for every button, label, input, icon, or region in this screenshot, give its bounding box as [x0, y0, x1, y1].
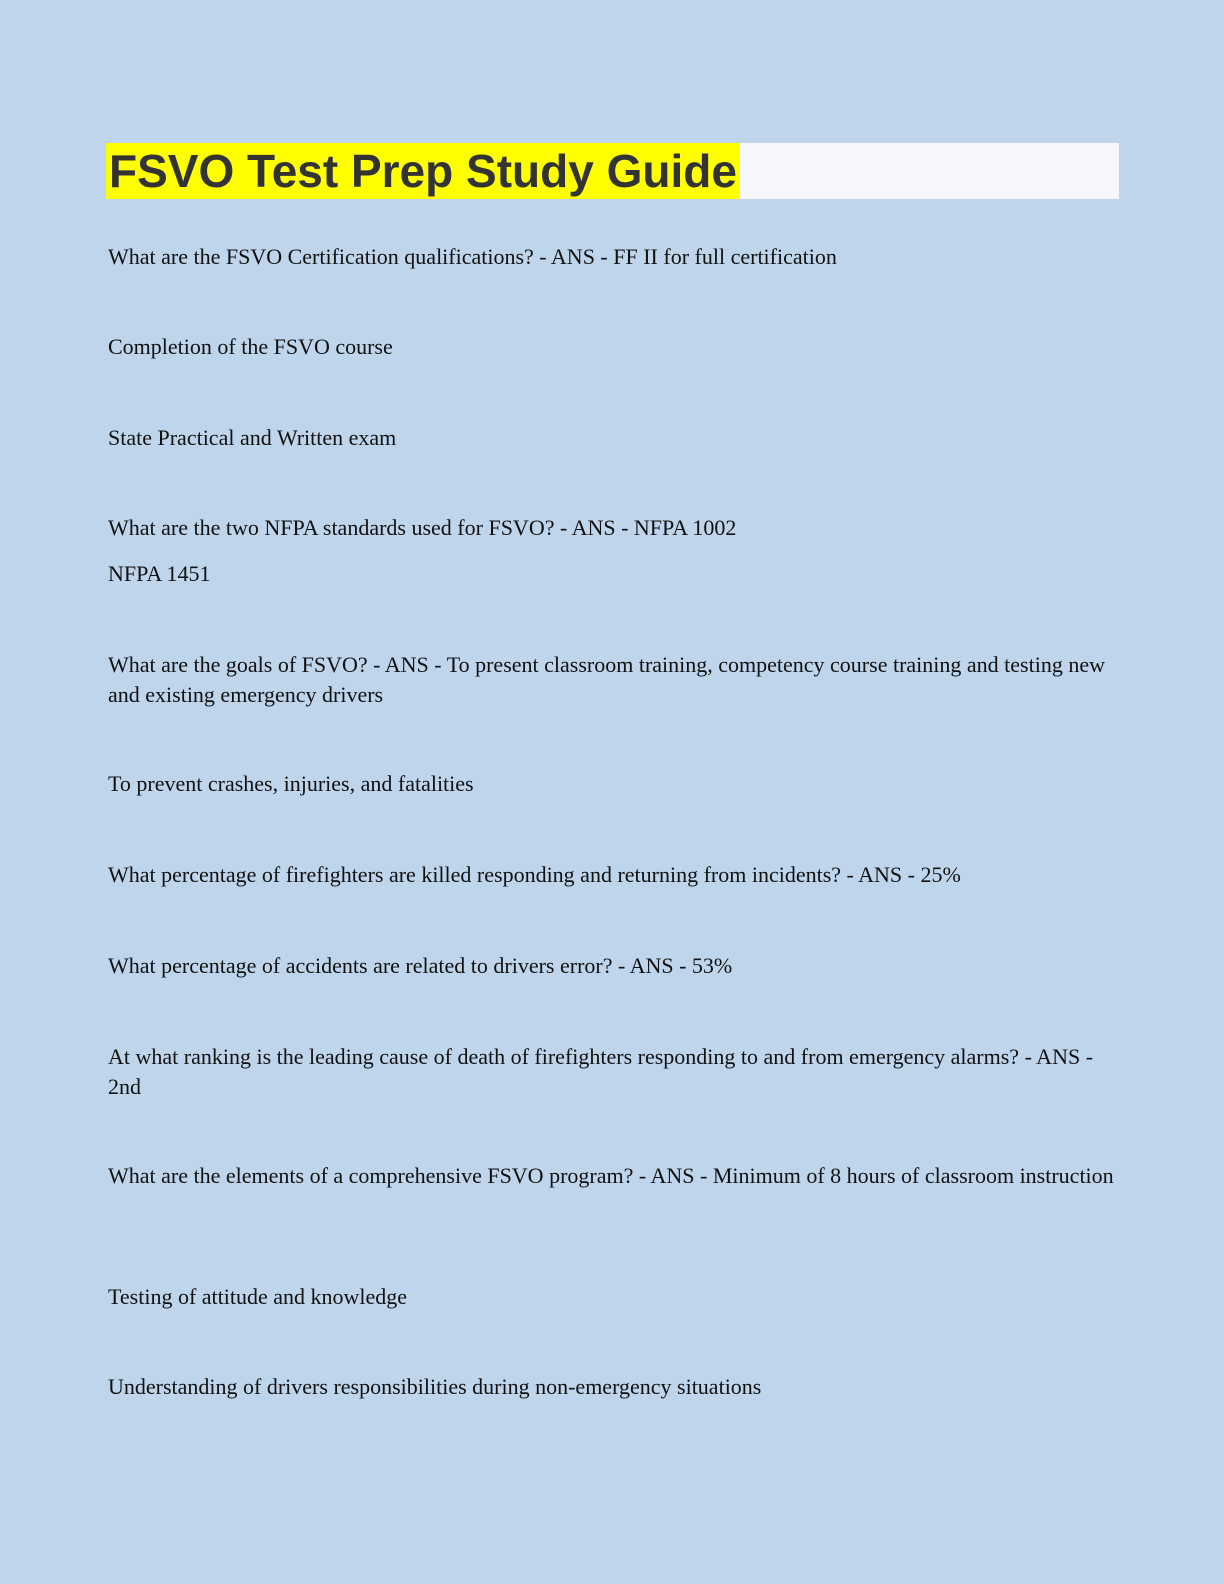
qa-line-1: What are the FSVO Certification qualifications? - ANS - FF II for full certification: [108, 244, 837, 269]
qa-line-5: NFPA 1451: [108, 561, 211, 586]
title-bar: [106, 143, 1119, 199]
qa-line-10: At what ranking is the leading cause of death of firefighters responding to and from emergency alarms? - ANS - 2nd: [108, 1044, 1094, 1099]
qa-line-12: Testing of attitude and knowledge: [108, 1284, 408, 1309]
qa-line-6: What are the goals of FSVO? - ANS - To present classroom training, competency course training and testing new and existing emergency drivers: [108, 652, 1105, 707]
qa-line-13: Understanding of drivers responsibilities during non-emergency situations: [108, 1374, 762, 1399]
qa-line-11: What are the elements of a comprehensive FSVO program? - ANS - Minimum of 8 hours of classroom instruction: [108, 1163, 1114, 1188]
qa-line-2: Completion of the FSVO course: [108, 334, 393, 359]
qa-line-4: What are the two NFPA standards used for FSVO? - ANS - NFPA 1002: [108, 515, 737, 540]
qa-line-9: What percentage of accidents are related to drivers error? - ANS - 53%: [108, 953, 733, 978]
qa-line-3: State Practical and Written exam: [108, 425, 397, 450]
title-highlight: [106, 143, 740, 199]
qa-line-8: What percentage of firefighters are killed responding and returning from incidents? - ANS - 25%: [108, 862, 961, 887]
qa-line-7: To prevent crashes, injuries, and fatalities: [108, 771, 474, 796]
page-title: FSVO Test Prep Study Guide: [109, 145, 737, 197]
